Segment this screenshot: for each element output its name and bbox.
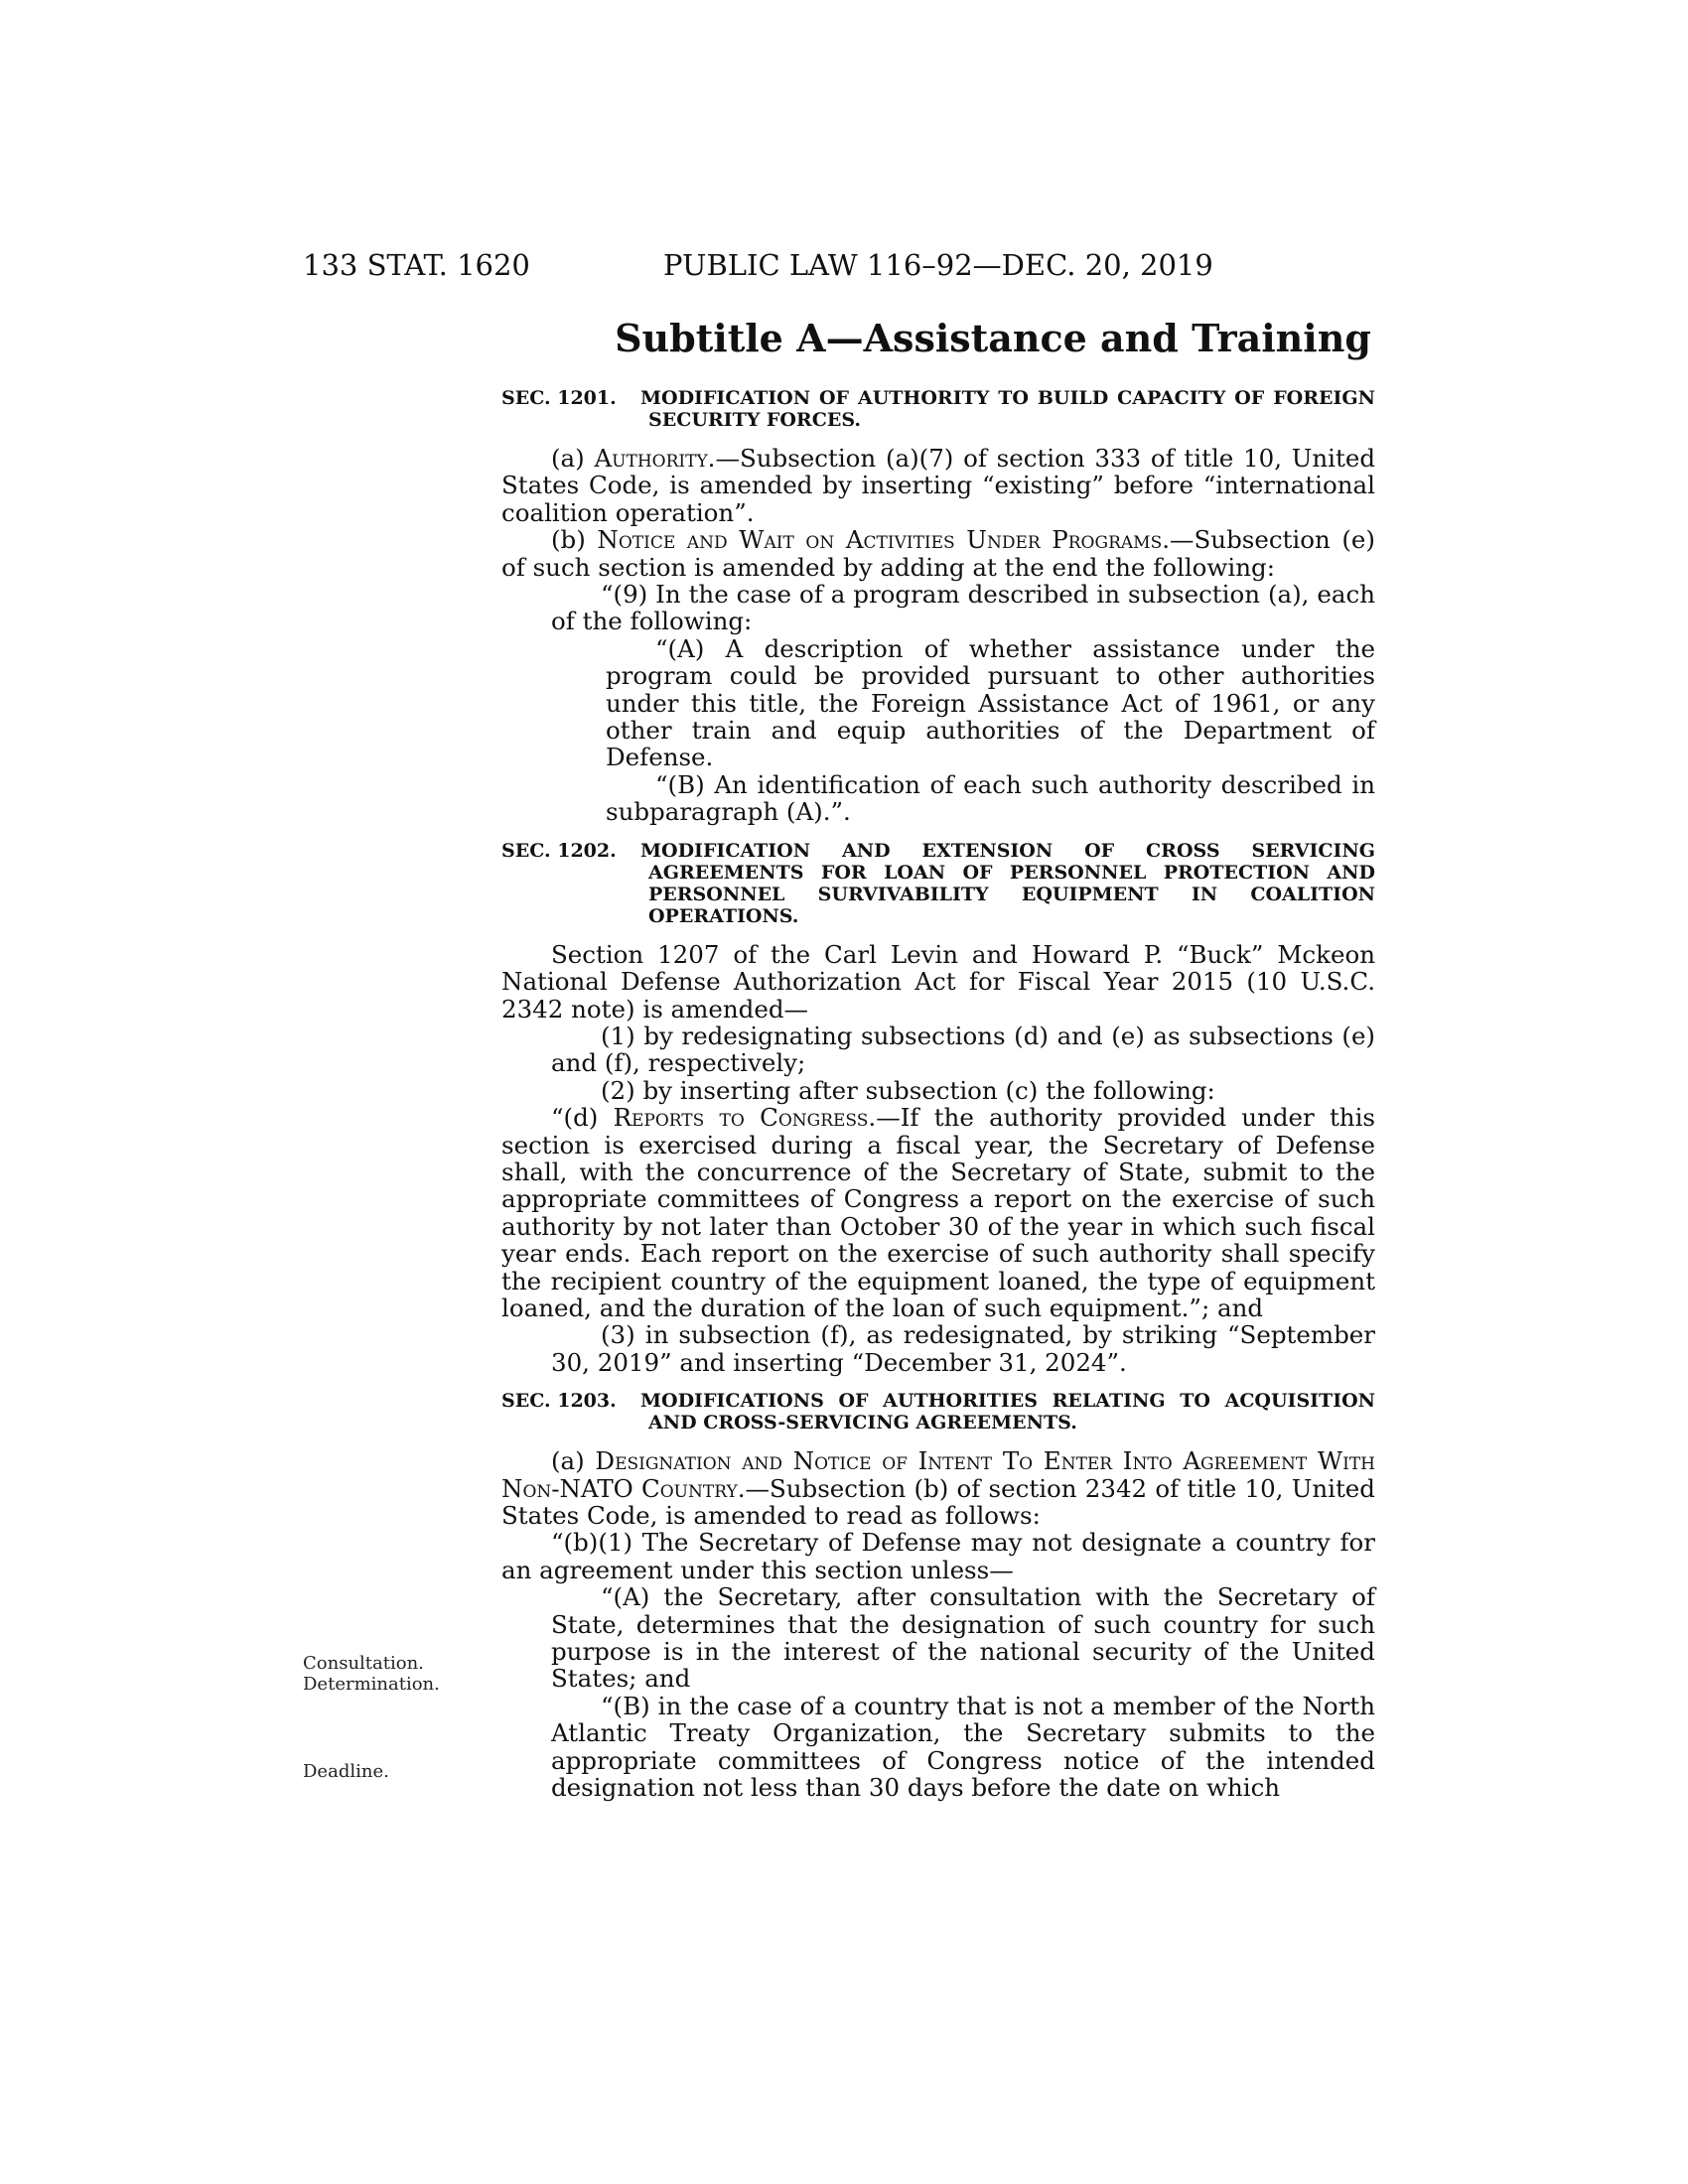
document-body — [501, 387, 1375, 1801]
paragraph: (3) in subsection (f), as redesignated, by striking “September 30, 2019” and inserting “December 31, 2024”. — [551, 1320, 1375, 1377]
margin-note-determination: Determination. — [303, 1674, 440, 1695]
paragraph: “(B) An identification of each such authority described in subparagraph (A).”. — [606, 769, 1375, 827]
paragraph: (a) Authority.—Subsection (a)(7) of section 333 of title 10, United States Code, is amended by inserting “existing” before “international coalition operation”. — [501, 444, 1376, 527]
subsection-heading: Designation and Notice of Intent To Enter Into Agreement With Non-NATO Country — [501, 1446, 1375, 1503]
statute-page-number: 133 STAT. 1620 — [303, 248, 530, 282]
paragraph: (a) Designation and Notice of Intent To Enter Into Agreement With Non-NATO Country.—Subsection (b) of section 2342 of title 10, United States Code, is amended to read as follows: — [501, 1446, 1375, 1530]
subsection-heading: Authority — [594, 444, 708, 473]
section-label: SEC. 1202. — [501, 839, 617, 862]
paragraph: “(b)(1) The Secretary of Defense may not designate a country for an agreement under this section unless— — [501, 1528, 1375, 1584]
section-1201-heading — [501, 387, 1375, 431]
section-1202-heading — [501, 840, 1375, 927]
section-title: MODIFICATIONS OF AUTHORITIES RELATING TO ACQUISITION AND CROSS-SERVICING AGREEMENTS. — [640, 1390, 1375, 1434]
margin-note-deadline: Deadline. — [303, 1761, 389, 1782]
paragraph: (b) Notice and Wait on Activities Under Programs.—Subsection (e) of such section is amended by adding at the end the following: — [501, 525, 1375, 582]
subsection-heading: Notice and Wait on Activities Under Programs — [597, 525, 1163, 555]
paragraph: “(A) the Secretary, after consultation with the Secretary of State, determines that the designation of such country for such purpose is in the interest of the national security of the United States; and — [551, 1582, 1375, 1694]
subtitle-heading: Subtitle A—Assistance and Training — [615, 316, 1371, 360]
margin-note-consultation: Consultation. — [303, 1653, 424, 1674]
paragraph: (2) by inserting after subsection (c) the following: — [601, 1075, 1215, 1105]
running-header: PUBLIC LAW 116–92—DEC. 20, 2019 — [663, 248, 1213, 282]
section-label: SEC. 1203. — [501, 1390, 617, 1413]
section-label: SEC. 1201. — [501, 387, 617, 409]
paragraph: “(A) A description of whether assistance under the program could be provided pursuant to other authorities under this title, the Foreign Assistance Act of 1961, or any other train and equip authorities of the Department of Defense. — [606, 633, 1375, 772]
paragraph: “(9) In the case of a program described in subsection (a), each of the following: — [551, 580, 1375, 636]
paragraph: (1) by redesignating subsections (d) and (e) as subsections (e) and (f), respectively; — [551, 1021, 1375, 1078]
subsection-heading: Reports to Congress — [613, 1103, 869, 1133]
section-1203-heading — [501, 1390, 1375, 1433]
paragraph: “(B) in the case of a country that is not a member of the North Atlantic Treaty Organization, the Secretary submits to the appropriate committees of Congress notice of the intended designation not less than 30 days before the date on which — [551, 1691, 1375, 1803]
section-title: MODIFICATION OF AUTHORITY TO BUILD CAPACITY OF FOREIGN SECURITY FORCES. — [640, 387, 1375, 431]
paragraph: “(d) Reports to Congress.—If the authority provided under this section is exercised during a fiscal year, the Secretary of Defense shall, with the concurrence of the Secretary of State, submit to the appropriate committees of Congress a report on the exercise of such authority by not later than October 30 of the year in which such fiscal year ends. Each report on the exercise of such authority shall specify the recipient country of the equipment loaned, the type of equipment loaned, and the duration of the loan of such equipment.”; and — [501, 1103, 1375, 1322]
section-title: MODIFICATION AND EXTENSION OF CROSS SERVICING AGREEMENTS FOR LOAN OF PERSONNEL PROTECTION AND PERSONNEL SURVIVABILITY EQUIPMENT IN COALITION OPERATIONS. — [640, 839, 1375, 927]
paragraph: Section 1207 of the Carl Levin and Howard P. “Buck” Mckeon National Defense Authorization Act for Fiscal Year 2015 (10 U.S.C. 2342 note) is amended— — [501, 939, 1375, 1024]
